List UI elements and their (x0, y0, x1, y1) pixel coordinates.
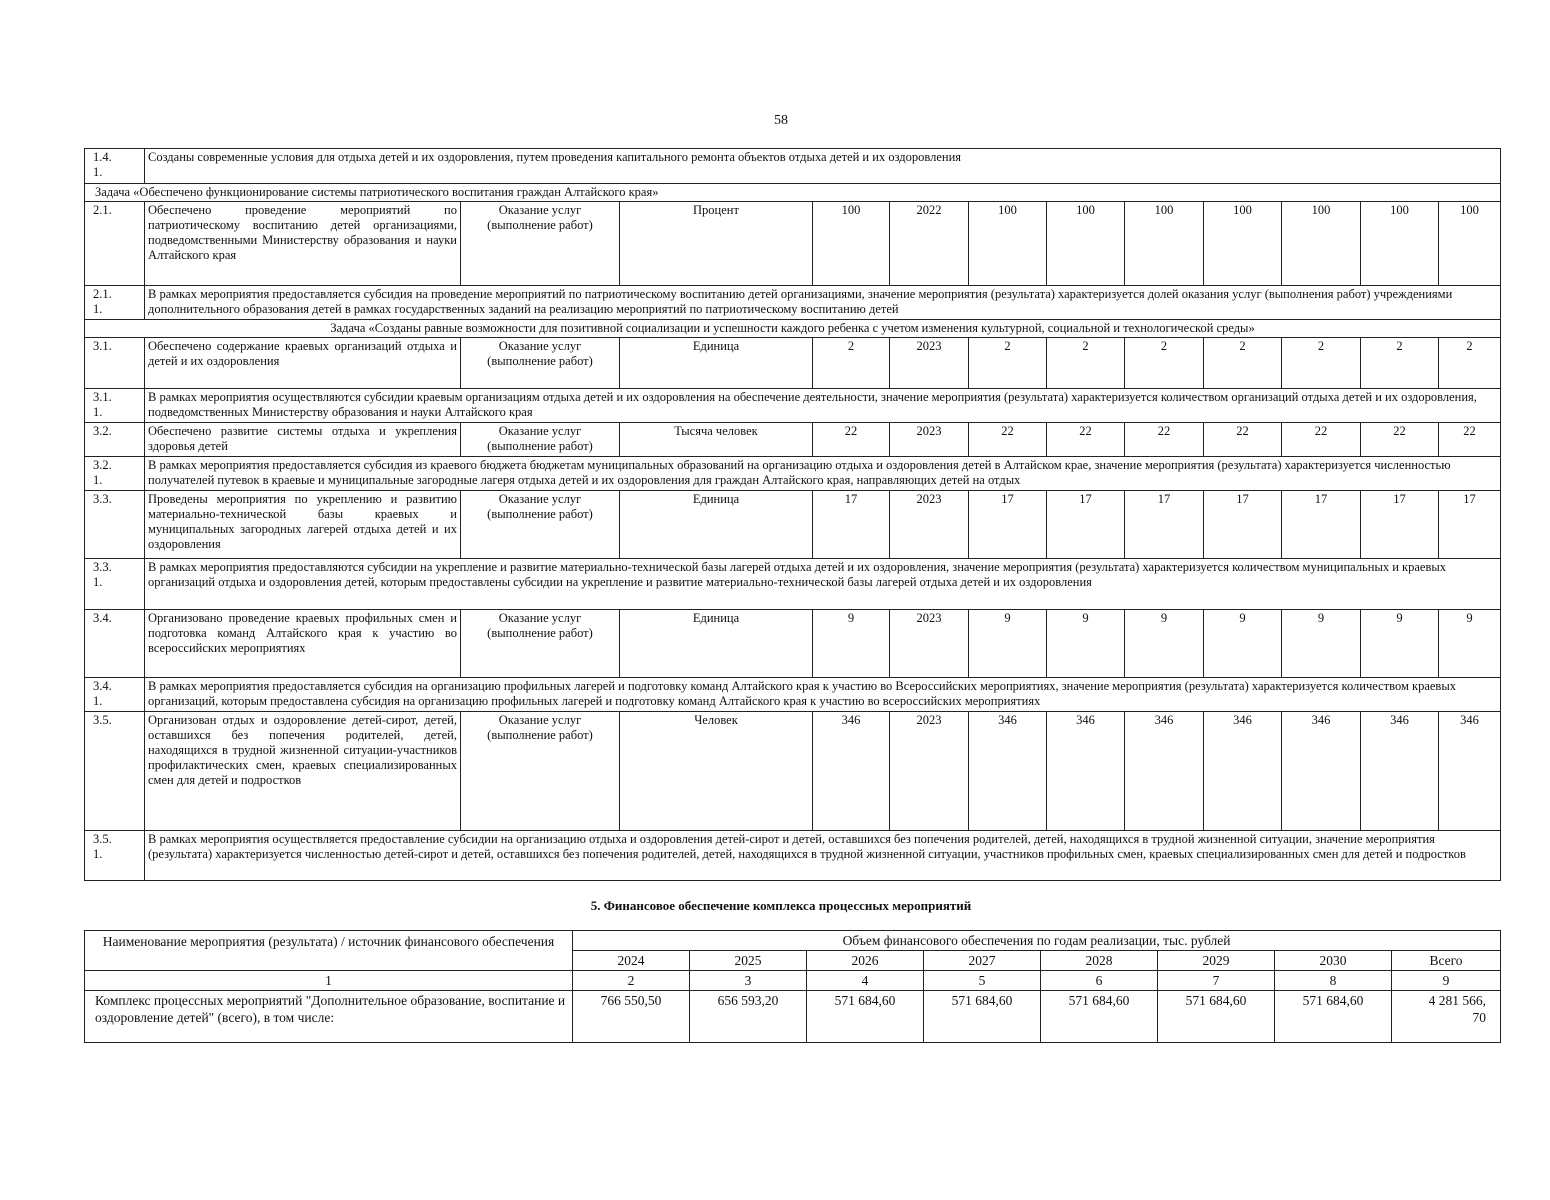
section-title: 5. Финансовое обеспечение комплекса процессных мероприятий (590, 898, 972, 913)
fin-value: 571 684,60 (1041, 991, 1158, 1043)
base-value: 346 (813, 712, 890, 831)
fin-value: 571 684,60 (1275, 991, 1392, 1043)
measure-unit: Единица (620, 491, 813, 559)
year-value: 346 (1282, 712, 1361, 831)
base-value: 9 (813, 610, 890, 678)
year-value: 100 (1204, 202, 1282, 286)
year-value: 9 (1361, 610, 1439, 678)
fin-year: Всего (1392, 951, 1501, 971)
note-row (85, 678, 1501, 712)
results-table (84, 148, 1501, 881)
task-row (85, 184, 1501, 202)
base-year: 2023 (890, 610, 969, 678)
note-text: В рамках мероприятия предоставляются субсидии на укрепление и развитие материально-технической базы лагерей отдыха детей и их оздоровления, значение мероприятия (результата) характеризуется количеством муниципальных и краевых организаций отдыха и оздоровления детей, которым предоставлены субсидии на укрепление и развитие материально-технической базы лагерей отдыха детей и их оздоровления (145, 559, 1501, 610)
measure-row (85, 491, 1501, 559)
note-row (85, 559, 1501, 610)
year-value: 9 (1047, 610, 1125, 678)
measure-row (85, 712, 1501, 831)
fin-colnum-row (85, 971, 1501, 991)
measure-kind: Оказание услуг (выполнение работ) (461, 338, 620, 389)
year-value: 2 (1361, 338, 1439, 389)
measure-kind: Оказание услуг (выполнение работ) (461, 202, 620, 286)
year-value: 17 (1204, 491, 1282, 559)
row-number: 3.2. (85, 423, 145, 457)
task-row (85, 320, 1501, 338)
measure-name: Организован отдых и оздоровление детей-сирот, детей, оставшихся без попечения родителей, детей, находящихся в трудной жизненной ситуации-участников профилактических смен, краевых специализированных смен для детей и подростков (145, 712, 461, 831)
note-text: В рамках мероприятия осуществляются субсидии краевым организациям отдыха детей и их оздоровления на обеспечение деятельности, значение мероприятия (результата) характеризуется количеством организаций отдыха детей и их оздоровления, подведомственных Министерству образования и науки Алтайского края (145, 389, 1501, 423)
fin-value: 656 593,20 (690, 991, 807, 1043)
fin-colnum: 8 (1275, 971, 1392, 991)
year-value: 346 (1047, 712, 1125, 831)
fin-header-volume: Объем финансового обеспечения по годам реализации, тыс. рублей (573, 931, 1501, 951)
note-row (85, 389, 1501, 423)
year-value: 17 (969, 491, 1047, 559)
base-year: 2023 (890, 338, 969, 389)
year-value: 17 (1125, 491, 1204, 559)
year-value: 22 (1439, 423, 1501, 457)
fin-value: 571 684,60 (1158, 991, 1275, 1043)
fin-data-row (85, 991, 1501, 1043)
note-text: В рамках мероприятия предоставляется субсидия из краевого бюджета бюджетам муниципальных образований на организацию отдыха и оздоровления детей в Алтайском крае, значение мероприятия (результата) характеризуется численностью получателей путевок в краевые и муниципальные загородные лагеря отдыха детей и их оздоровления для граждан Алтайского края, направляющих детей на отдых (145, 457, 1501, 491)
fin-colnum: 7 (1158, 971, 1275, 991)
row-number: 3.3. (85, 491, 145, 559)
year-value: 9 (1204, 610, 1282, 678)
note-row (85, 149, 1501, 184)
task-heading: Задача «Созданы равные возможности для позитивной социализации и успешности каждого ребенка с учетом изменения культурной, социальной и технологической среды» (85, 320, 1501, 338)
year-value: 17 (1282, 491, 1361, 559)
measure-unit: Тысяча человек (620, 423, 813, 457)
year-value: 100 (1282, 202, 1361, 286)
row-number: 3.4. 1. (85, 678, 145, 712)
year-value: 2 (1439, 338, 1501, 389)
note-row (85, 286, 1501, 320)
measure-unit: Человек (620, 712, 813, 831)
base-value: 100 (813, 202, 890, 286)
year-value: 100 (1439, 202, 1501, 286)
note-text: В рамках мероприятия осуществляется предоставление субсидии на организацию отдыха и оздоровления детей-сирот и детей, оставшихся без попечения родителей, детей, находящихся в трудной жизненной ситуации, значение мероприятия (результата) характеризуется численностью детей-сирот и детей, оставшихся без попечения родителей, детей, находящихся в трудной жизненной ситуации, участников профильных смен, краевых специализированных смен для детей и подростков (145, 831, 1501, 881)
year-value: 17 (1439, 491, 1501, 559)
year-value: 17 (1361, 491, 1439, 559)
row-number: 3.4. (85, 610, 145, 678)
row-number: 1.4. 1. (85, 149, 145, 184)
note-row (85, 831, 1501, 881)
task-heading: Задача «Обеспечено функционирование системы патриотического воспитания граждан Алтайского края» (85, 184, 1501, 202)
fin-year: 2025 (690, 951, 807, 971)
fin-colnum: 6 (1041, 971, 1158, 991)
fin-row-name: Комплекс процессных мероприятий "Дополнительное образование, воспитание и оздоровление детей" (всего), в том числе: (85, 991, 573, 1043)
year-value: 2 (1204, 338, 1282, 389)
year-value: 22 (969, 423, 1047, 457)
note-text: В рамках мероприятия предоставляется субсидия на организацию профильных лагерей и подготовку команд Алтайского края к участию во Всероссийских мероприятиях, значение мероприятия (результата) характеризуется количеством краевых организаций, которым предоставлена субсидия на организацию профильных лагерей и подготовку команд Алтайского края к участию во всероссийских мероприятиях (145, 678, 1501, 712)
base-value: 22 (813, 423, 890, 457)
year-value: 100 (969, 202, 1047, 286)
row-number: 3.2. 1. (85, 457, 145, 491)
base-value: 17 (813, 491, 890, 559)
fin-colnum: 3 (690, 971, 807, 991)
year-value: 346 (1361, 712, 1439, 831)
year-value: 9 (1125, 610, 1204, 678)
page-number: 58 (774, 113, 788, 128)
year-value: 22 (1125, 423, 1204, 457)
year-value: 22 (1204, 423, 1282, 457)
measure-row (85, 338, 1501, 389)
year-value: 22 (1282, 423, 1361, 457)
fin-value: 571 684,60 (807, 991, 924, 1043)
year-value: 2 (969, 338, 1047, 389)
year-value: 17 (1047, 491, 1125, 559)
fin-year: 2026 (807, 951, 924, 971)
note-text: Созданы современные условия для отдыха детей и их оздоровления, путем проведения капитального ремонта объектов отдыха детей и их оздоровления (145, 149, 1501, 184)
year-value: 100 (1125, 202, 1204, 286)
measure-kind: Оказание услуг (выполнение работ) (461, 712, 620, 831)
measure-row (85, 423, 1501, 457)
fin-colnum: 9 (1392, 971, 1501, 991)
financing-table (84, 930, 1501, 1043)
row-number: 3.3. 1. (85, 559, 145, 610)
row-number: 2.1. (85, 202, 145, 286)
base-year: 2023 (890, 712, 969, 831)
fin-year: 2028 (1041, 951, 1158, 971)
year-value: 9 (1439, 610, 1501, 678)
fin-value-total: 4 281 566, 70 (1392, 991, 1501, 1043)
measure-unit: Единица (620, 338, 813, 389)
row-number: 3.1. (85, 338, 145, 389)
year-value: 100 (1361, 202, 1439, 286)
measure-name: Обеспечено содержание краевых организаций отдыха и детей и их оздоровления (145, 338, 461, 389)
fin-colnum: 2 (573, 971, 690, 991)
fin-value: 766 550,50 (573, 991, 690, 1043)
row-number: 3.5. 1. (85, 831, 145, 881)
fin-colnum: 5 (924, 971, 1041, 991)
measure-name: Обеспечено проведение мероприятий по патриотическому воспитанию детей организациями, подведомственными Министерству образования и науки Алтайского края (145, 202, 461, 286)
measure-kind: Оказание услуг (выполнение работ) (461, 423, 620, 457)
row-number: 3.5. (85, 712, 145, 831)
year-value: 2 (1047, 338, 1125, 389)
year-value: 346 (1204, 712, 1282, 831)
measure-name: Обеспечено развитие системы отдыха и укрепления здоровья детей (145, 423, 461, 457)
year-value: 2 (1282, 338, 1361, 389)
base-year: 2023 (890, 423, 969, 457)
year-value: 9 (1282, 610, 1361, 678)
fin-header-row (85, 931, 1501, 951)
fin-header-name: Наименование мероприятия (результата) / источник финансового обеспечения (85, 931, 573, 971)
fin-year: 2030 (1275, 951, 1392, 971)
base-year: 2022 (890, 202, 969, 286)
measure-kind: Оказание услуг (выполнение работ) (461, 491, 620, 559)
fin-colnum: 4 (807, 971, 924, 991)
measure-unit: Единица (620, 610, 813, 678)
year-value: 346 (1439, 712, 1501, 831)
fin-colnum: 1 (85, 971, 573, 991)
year-value: 9 (969, 610, 1047, 678)
measure-row (85, 610, 1501, 678)
row-number: 3.1. 1. (85, 389, 145, 423)
measure-name: Проведены мероприятия по укреплению и развитию материально-технической базы краевых и муниципальных загородных лагерей отдыха детей и их оздоровления (145, 491, 461, 559)
note-row (85, 457, 1501, 491)
year-value: 2 (1125, 338, 1204, 389)
base-value: 2 (813, 338, 890, 389)
fin-year: 2027 (924, 951, 1041, 971)
year-value: 22 (1047, 423, 1125, 457)
measure-kind: Оказание услуг (выполнение работ) (461, 610, 620, 678)
row-number: 2.1. 1. (85, 286, 145, 320)
fin-year: 2024 (573, 951, 690, 971)
year-value: 346 (1125, 712, 1204, 831)
year-value: 100 (1047, 202, 1125, 286)
measure-name: Организовано проведение краевых профильных смен и подготовка команд Алтайского края к участию во всероссийских мероприятиях (145, 610, 461, 678)
measure-row (85, 202, 1501, 286)
measure-unit: Процент (620, 202, 813, 286)
year-value: 346 (969, 712, 1047, 831)
base-year: 2023 (890, 491, 969, 559)
year-value: 22 (1361, 423, 1439, 457)
note-text: В рамках мероприятия предоставляется субсидия на проведение мероприятий по патриотическому воспитанию детей организациями, значение мероприятия (результата) характеризуется долей оказания услуг (выполнения работ) учреждениями дополнительного образования детей в рамках государственных заданий на реализацию мероприятий по патриотическому воспитанию детей (145, 286, 1501, 320)
fin-value: 571 684,60 (924, 991, 1041, 1043)
fin-year: 2029 (1158, 951, 1275, 971)
